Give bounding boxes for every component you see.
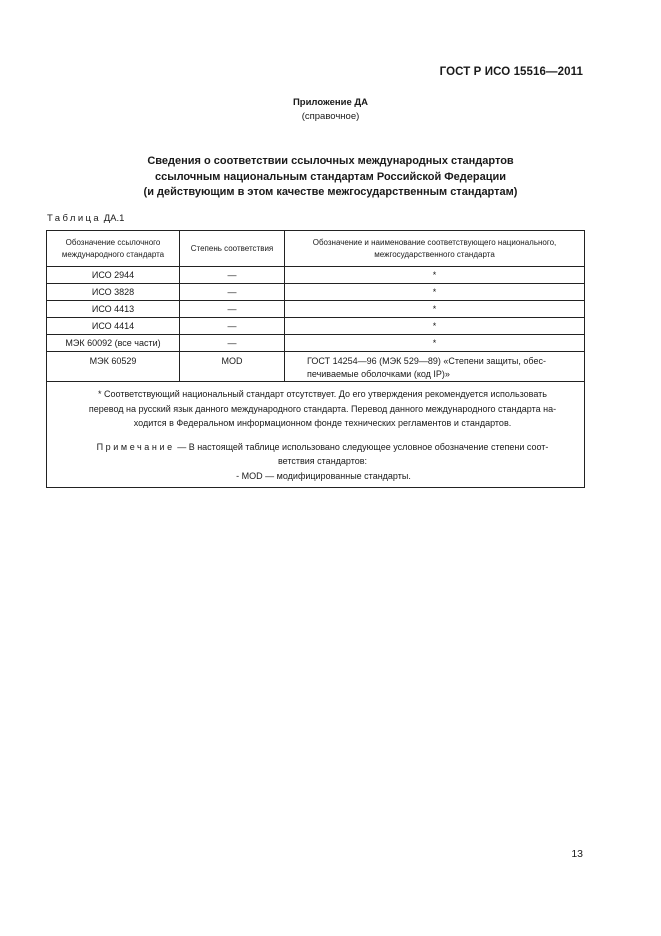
table-footnote-cell bbox=[47, 382, 585, 488]
table-row bbox=[47, 352, 585, 382]
footnote bbox=[67, 387, 578, 431]
table-header-row bbox=[47, 231, 585, 267]
cell-degree: — bbox=[180, 267, 285, 284]
cell-national: * bbox=[285, 318, 585, 335]
header-text: Обозначение ссылочного bbox=[65, 237, 161, 247]
cell-national: * bbox=[285, 301, 585, 318]
cell-standard: ИСО 2944 bbox=[47, 267, 180, 284]
cell-degree: MOD bbox=[180, 352, 285, 382]
main-title-line: ссылочным национальным стандартам Российской Федерации bbox=[154, 170, 507, 183]
table-row bbox=[47, 267, 585, 284]
footnote-line: перевод на русский язык данного международного стандарта. Перевод данного международного стандарта на- bbox=[88, 403, 557, 414]
cell-national: * bbox=[285, 284, 585, 301]
cell-degree: — bbox=[180, 284, 285, 301]
header-degree bbox=[180, 231, 285, 267]
document-code: ГОСТ Р ИСО 15516—2011 bbox=[439, 66, 583, 78]
table-row bbox=[47, 284, 585, 301]
table-footer-row bbox=[47, 382, 585, 488]
cell-national-line: печиваемые оболочками (код IP)» bbox=[307, 369, 450, 379]
header-international-standard bbox=[47, 231, 180, 267]
cell-degree: — bbox=[180, 318, 285, 335]
main-title bbox=[0, 154, 661, 201]
page-number: 13 bbox=[571, 848, 583, 860]
header-text: Обозначение и наименование соответствующего национального, bbox=[312, 237, 557, 247]
cell-national bbox=[285, 352, 585, 382]
note-list-item: - MOD — модифицированные стандарты. bbox=[236, 470, 411, 481]
cell-standard: ИСО 4414 bbox=[47, 318, 180, 335]
note-line: ветствия стандартов: bbox=[277, 456, 368, 466]
table-caption-word: Таблица bbox=[47, 213, 102, 224]
header-text: Степень соответствия bbox=[190, 243, 274, 253]
cell-standard: ИСО 3828 bbox=[47, 284, 180, 301]
annex-title: Приложение ДА bbox=[292, 97, 369, 108]
header-text: международного стандарта bbox=[61, 249, 165, 259]
cell-national: * bbox=[285, 267, 585, 284]
main-title-line: Сведения о соответствии ссылочных международных стандартов bbox=[147, 155, 514, 167]
footnote-line: * Соответствующий национальный стандарт отсутствует. До его утверждения рекомендуется использовать bbox=[98, 389, 547, 399]
annex-heading bbox=[0, 96, 661, 124]
correspondence-table bbox=[46, 230, 585, 488]
cell-degree: — bbox=[180, 301, 285, 318]
cell-national: * bbox=[285, 335, 585, 352]
cell-standard: МЭК 60529 bbox=[47, 352, 180, 382]
header-national-standard bbox=[285, 231, 585, 267]
main-title-line: (и действующим в этом качестве межгосударственным стандартам) bbox=[143, 186, 518, 198]
header-text: межгосударственного стандарта bbox=[374, 249, 495, 259]
table-note bbox=[67, 440, 578, 484]
cell-standard: ИСО 4413 bbox=[47, 301, 180, 318]
cell-standard: МЭК 60092 (все части) bbox=[47, 335, 180, 352]
table-caption-number: ДА.1 bbox=[103, 213, 125, 224]
note-line bbox=[67, 440, 578, 455]
annex-subtitle: (справочное) bbox=[301, 111, 360, 122]
note-text: — В настоящей таблице использовано следующее условное обозначение степени соот- bbox=[174, 441, 549, 452]
table-caption bbox=[47, 213, 124, 224]
cell-national-line: ГОСТ 14254—96 (МЭК 529—89) «Степени защиты, обес- bbox=[307, 356, 546, 366]
table-row bbox=[47, 318, 585, 335]
table-row bbox=[47, 301, 585, 318]
table-row bbox=[47, 335, 585, 352]
footnote-line: ходится в Федеральном информационном фонде технических регламентов и стандартов. bbox=[133, 418, 512, 428]
cell-degree: — bbox=[180, 335, 285, 352]
note-label: Примечание bbox=[96, 441, 175, 452]
